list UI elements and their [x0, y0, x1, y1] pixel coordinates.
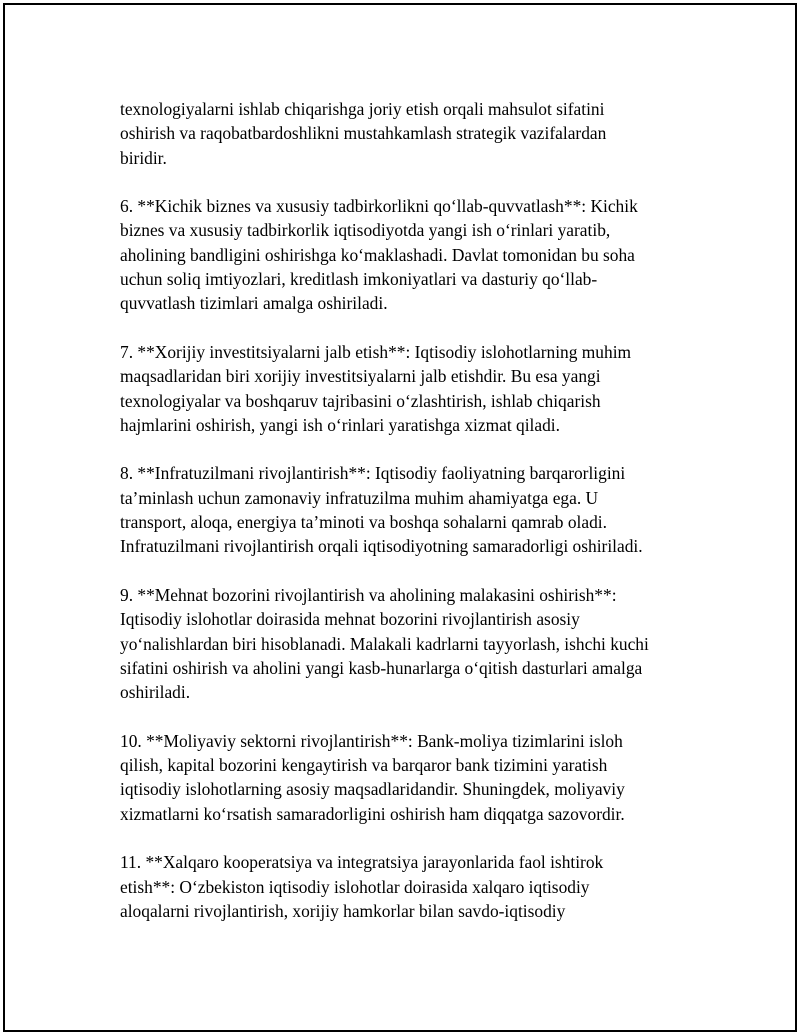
text-line: transport, aloqa, energiya ta’minoti va boshqa sohalarni qamrab oladi.	[120, 512, 607, 533]
text-line: 6. **Kichik biznes va xususiy tadbirkorlikni qo‘llab-quvvatlash**: Kichik	[120, 196, 638, 217]
text-line: 11. **Xalqaro kooperatsiya va integratsiya jarayonlarida faol ishtirok	[120, 852, 604, 873]
text-line: xizmatlarni ko‘rsatish samaradorligini oshirish ham diqqatga sazovordir.	[120, 803, 625, 824]
text-line: iqtisodiy islohotlarning asosiy maqsadlaridandir. Shuningdek, moliyaviy	[120, 779, 625, 800]
text-line: maqsadlaridan biri xorijiy investitsiyalarni jalb etishdir. Bu esa yangi	[120, 366, 601, 387]
text-line: texnologiyalarni ishlab chiqarishga joriy etish orqali mahsulot sifatini	[120, 99, 605, 119]
document-body	[120, 97, 700, 947]
paragraph-item-7	[120, 340, 700, 437]
text-line: 9. **Mehnat bozorini rivojlantirish va aholining malakasini oshirish**:	[120, 584, 617, 605]
text-line: ta’minlash uchun zamonaviy infratuzilma muhim ahamiyatga ega. U	[120, 487, 599, 508]
text-line: biridir.	[120, 147, 167, 168]
paragraph-item-11	[120, 850, 700, 923]
text-line: sifatini oshirish va aholini yangi kasb-hunarlarga o‘qitish dasturlari amalga	[120, 657, 643, 678]
text-line: aholining bandligini oshirishga ko‘maklashadi. Davlat tomonidan bu soha	[120, 244, 635, 265]
paragraph-item-9	[120, 583, 700, 704]
paragraph-item-6	[120, 194, 700, 315]
text-line: 8. **Infratuzilmani rivojlantirish**: Iqtisodiy faoliyatning barqarorligini	[120, 463, 626, 484]
text-line: 10. **Moliyaviy sektorni rivojlantirish**: Bank-moliya tizimlarini isloh	[120, 730, 623, 751]
paragraph-item-8	[120, 461, 700, 558]
paragraph-item-10	[120, 729, 700, 826]
text-line: yo‘nalishlardan biri hisoblanadi. Malakali kadrlarni tayyorlash, ishchi kuchi	[120, 633, 649, 654]
text-line: Infratuzilmani rivojlantirish orqali iqtisodiyotning samaradorligi oshiriladi.	[120, 536, 643, 557]
text-line: oshiriladi.	[120, 682, 191, 703]
page-frame	[3, 3, 797, 1032]
text-line: aloqalarni rivojlantirish, xorijiy hamkorlar bilan savdo-iqtisodiy	[120, 900, 566, 921]
text-line: texnologiyalar va boshqaruv tajribasini o‘zlashtirish, ishlab chiqarish	[120, 390, 601, 411]
text-line: qilish, kapital bozorini kengaytirish va barqaror bank tizimini yaratish	[120, 755, 608, 776]
text-line: oshirish va raqobatbardoshlikni mustahkamlash strategik vazifalardan	[120, 123, 607, 144]
text-line: Iqtisodiy islohotlar doirasida mehnat bozorini rivojlantirish asosiy	[120, 609, 580, 630]
text-line: uchun soliq imtiyozlari, kreditlash imkoniyatlari va dasturiy qo‘llab-	[120, 269, 598, 290]
text-line: biznes va xususiy tadbirkorlik iqtisodiyotda yangi ish o‘rinlari yaratib,	[120, 220, 611, 241]
text-line: 7. **Xorijiy investitsiyalarni jalb etish**: Iqtisodiy islohotlarning muhim	[120, 341, 632, 362]
text-line: quvvatlash tizimlari amalga oshiriladi.	[120, 293, 388, 314]
text-line: etish**: O‘zbekiston iqtisodiy islohotlar doirasida xalqaro iqtisodiy	[120, 876, 590, 897]
text-line: hajmlarini oshirish, yangi ish o‘rinlari yaratishga xizmat qiladi.	[120, 414, 560, 435]
paragraph-intro-continuation	[120, 97, 700, 170]
